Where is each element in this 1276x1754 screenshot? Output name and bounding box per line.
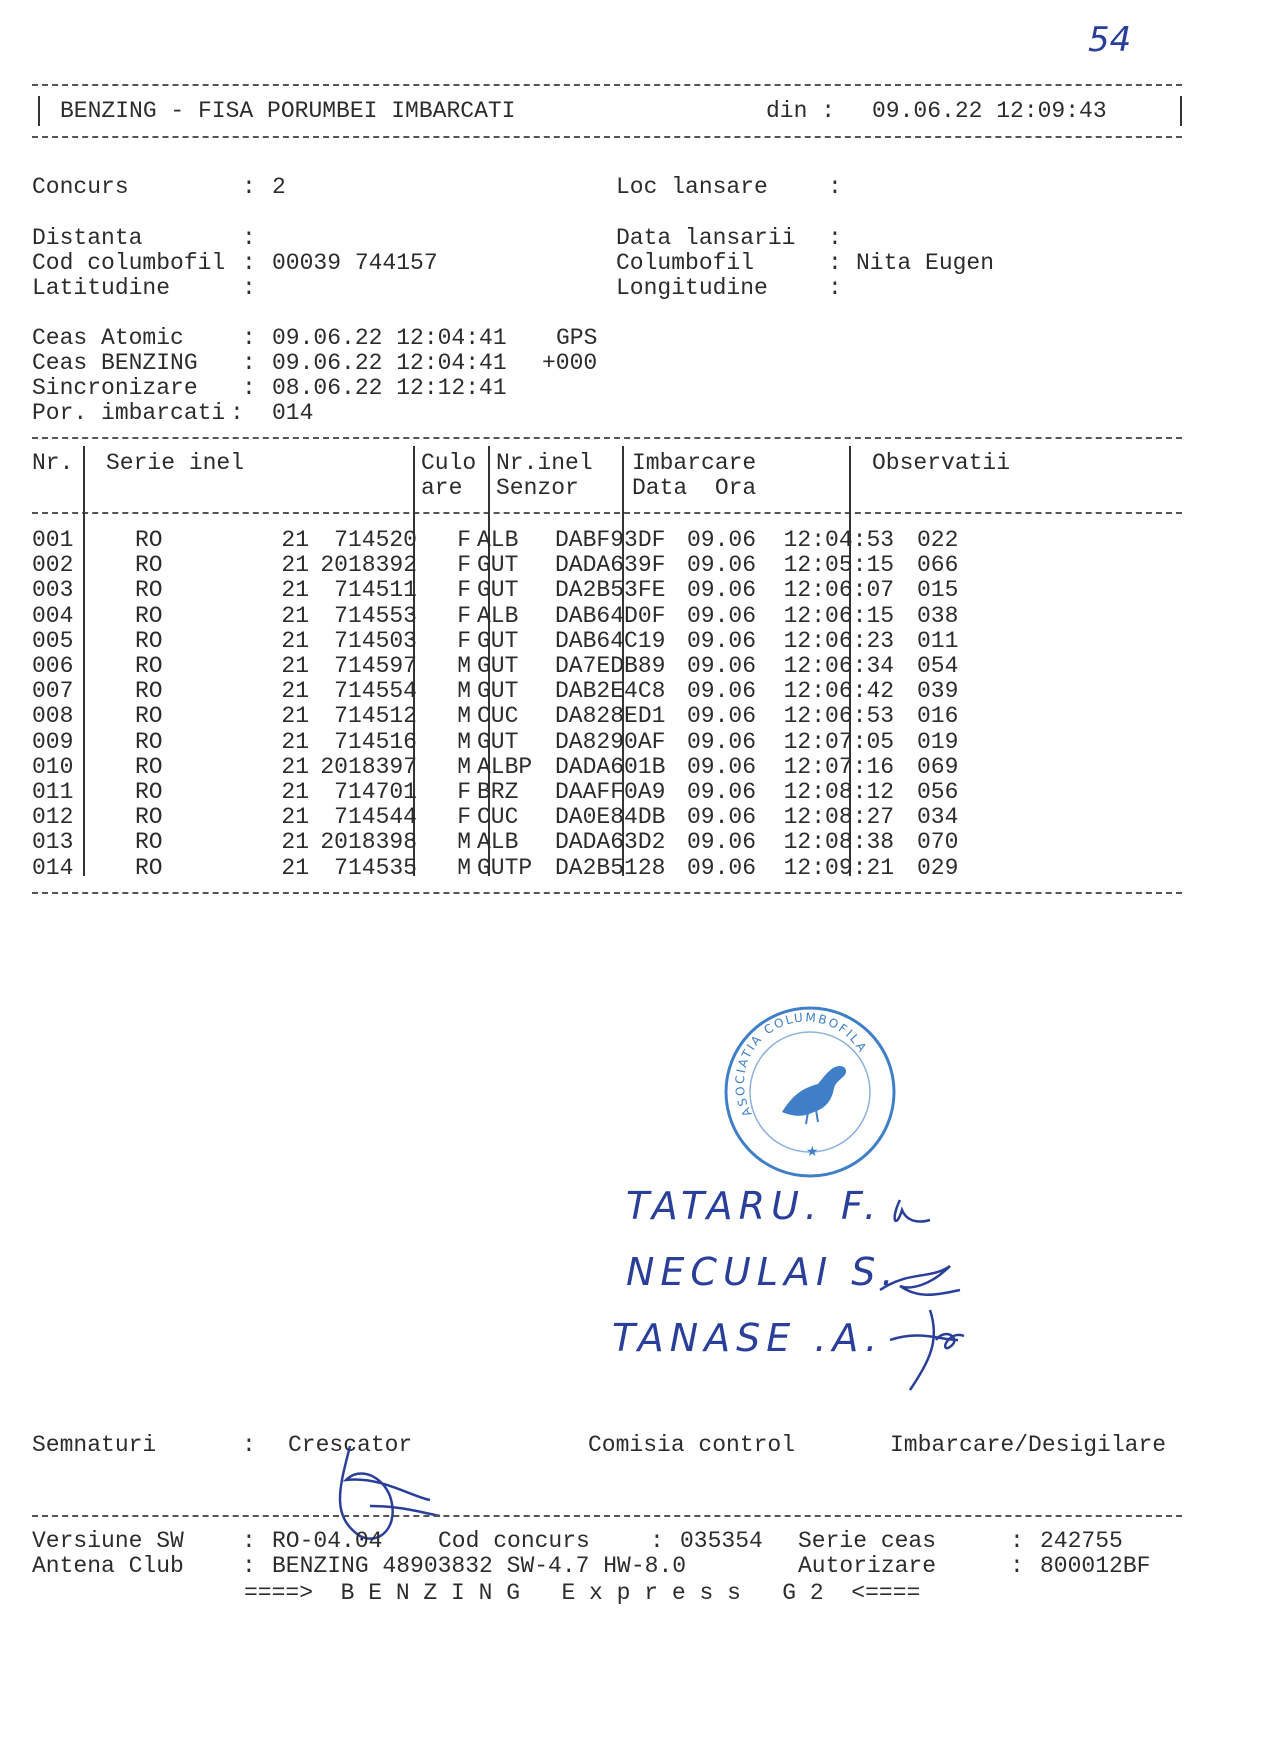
header-top-rule [32, 84, 1182, 86]
semnaturi-colon: : [242, 1432, 256, 1458]
cod-columbofil-label: Cod columbofil [32, 250, 226, 276]
serie-inel: 714701 [334, 779, 417, 806]
cell-imbarcare [683, 780, 909, 805]
ceas-benzing-extra: +000 [542, 350, 598, 376]
pigeon-table-body [32, 528, 1217, 881]
serie-an: 21 [281, 728, 309, 755]
cell-nr: 005 [32, 627, 74, 654]
cell-nr: 004 [32, 602, 74, 629]
serie-an: 21 [281, 602, 309, 629]
cell-serie-inel [77, 730, 471, 755]
handwritten-name-2: NECULAI S. [626, 1250, 900, 1294]
header-datetime: 09.06.22 12:09:43 [872, 98, 1107, 124]
serie-tara: RO [135, 678, 163, 705]
sincronizare-value: 08.06.22 12:12:41 [272, 375, 507, 401]
cell-observatii: 039 [917, 678, 959, 705]
page-number: 54 [1088, 20, 1132, 60]
header-right-border [1180, 96, 1182, 126]
serie-sex: M [457, 829, 471, 856]
serie-an: 21 [281, 627, 309, 654]
imbarcare-ora: 12:06:07 [783, 577, 895, 604]
cell-imbarcare [683, 578, 909, 603]
table-row [32, 604, 1217, 629]
distanta-label: Distanta [32, 225, 143, 251]
cell-nr: 010 [32, 753, 74, 780]
spacer [756, 678, 784, 704]
spacer [756, 527, 784, 553]
cell-observatii: 069 [917, 753, 959, 780]
cell-nr: 001 [32, 527, 74, 553]
serie-tara: RO [135, 577, 163, 604]
cell-culoare: GUT [477, 728, 519, 755]
imbarcare-ora: 12:08:27 [783, 804, 895, 831]
cell-senzor: DA2B5128 [555, 854, 666, 881]
cell-nr: 006 [32, 653, 74, 680]
columbofil-label: Columbofil [616, 250, 755, 276]
semnaturi-label: Semnaturi [32, 1432, 157, 1458]
serie-tara: RO [135, 703, 163, 730]
ceas-benzing-label: Ceas BENZING [32, 350, 198, 376]
serie-inel: 714503 [334, 627, 417, 654]
serie-an: 21 [281, 854, 309, 881]
stamp-text: ASOCIATIA COLUMBOFILA [732, 1010, 871, 1119]
cell-serie-inel [77, 553, 471, 578]
cell-imbarcare [683, 553, 909, 578]
serie-an: 21 [281, 829, 309, 856]
cell-senzor: DA8290AF [555, 728, 666, 755]
cell-culoare: ALBP [477, 753, 533, 780]
imbarcare-data: 09.06 [687, 653, 757, 680]
cell-observatii: 066 [917, 552, 959, 579]
cell-observatii: 022 [917, 527, 959, 553]
cod-columbofil-colon: : [242, 250, 256, 276]
table-row [32, 780, 1217, 805]
comisia-label: Comisia control [588, 1432, 796, 1458]
imbarcare-data: 09.06 [687, 703, 757, 730]
pigeon-table [32, 528, 1217, 881]
table-top-rule [32, 437, 1182, 439]
serie-tara: RO [135, 527, 163, 553]
spacer [756, 754, 784, 780]
versiune-colon: : [242, 1528, 256, 1554]
spacer [756, 779, 784, 805]
cell-senzor: DA0E84DB [555, 804, 666, 831]
cell-observatii: 054 [917, 653, 959, 680]
imbarcare-data: 09.06 [687, 552, 757, 579]
footer-rule [32, 1515, 1182, 1517]
imbarcare-ora: 12:07:16 [783, 753, 895, 780]
cell-nr: 002 [32, 552, 74, 579]
serie-inel: 2018397 [320, 753, 417, 780]
serie-sex: F [457, 779, 471, 806]
serie-sex: F [457, 804, 471, 831]
serie-tara: RO [135, 552, 163, 579]
cell-culoare: BRZ [477, 779, 519, 806]
serie-an: 21 [281, 678, 309, 705]
col-header-nr: Nr. [32, 450, 74, 476]
ceas-benzing-colon: : [242, 350, 256, 376]
col-header-serie: Serie inel [106, 450, 245, 476]
table-row [32, 629, 1217, 654]
cell-nr: 013 [32, 829, 74, 856]
cell-serie-inel [77, 805, 471, 830]
cell-culoare: GUT [477, 577, 519, 604]
cell-senzor: DADA601B [555, 753, 666, 780]
columbofil-value: Nita Eugen [856, 250, 995, 276]
por-imbarcati-value: 014 [272, 400, 314, 426]
imbarcare-data: 09.06 [687, 753, 757, 780]
handwritten-name-1: TATARU. F. [626, 1184, 883, 1228]
spacer [756, 829, 784, 855]
col-header-culoare-1: Culo [421, 450, 477, 476]
loc-lansare-colon: : [828, 174, 842, 200]
col-header-nrinel-2: Senzor [496, 475, 579, 501]
table-bottom-rule [32, 892, 1182, 894]
cell-senzor: DA2B53FE [555, 577, 666, 604]
serie-tara: RO [135, 829, 163, 856]
serie-sex: F [457, 577, 471, 604]
serie-inel: 714535 [334, 854, 417, 881]
serie-sex: M [457, 678, 471, 705]
serie-tara: RO [135, 602, 163, 629]
cell-nr: 012 [32, 804, 74, 831]
cell-observatii: 016 [917, 703, 959, 730]
imbarcare-ora: 12:06:53 [783, 703, 895, 730]
report-title: BENZING - FISA PORUMBEI IMBARCATI [60, 98, 516, 124]
serie-sex: F [457, 602, 471, 629]
imbarcare-ora: 12:09:21 [783, 854, 895, 881]
table-row [32, 578, 1217, 603]
serie-an: 21 [281, 804, 309, 831]
imbarcare-data: 09.06 [687, 678, 757, 705]
commission-signatures [840, 1190, 980, 1400]
latitudine-colon: : [242, 275, 256, 301]
imbarcare-ora: 12:06:34 [783, 653, 895, 680]
serie-an: 21 [281, 552, 309, 579]
latitudine-label: Latitudine [32, 275, 171, 301]
ceas-benzing-value: 09.06.22 12:04:41 [272, 350, 507, 376]
serie-sex: F [457, 627, 471, 654]
serie-tara: RO [135, 854, 163, 881]
sincronizare-label: Sincronizare [32, 375, 198, 401]
imbarcare-data: 09.06 [687, 779, 757, 806]
imbarcare-label: Imbarcare/Desigilare [890, 1432, 1167, 1458]
cell-nr: 007 [32, 678, 74, 705]
handwritten-name-3: TANASE .A. [612, 1316, 884, 1360]
table-row [32, 856, 1217, 881]
loc-lansare-label: Loc lansare [616, 174, 768, 200]
ceas-atomic-colon: : [242, 325, 256, 351]
cell-senzor: DAB64D0F [555, 602, 666, 629]
cell-observatii: 034 [917, 804, 959, 831]
crescator-label: Crescator [288, 1432, 413, 1458]
pigeon-icon [782, 1066, 846, 1124]
cell-imbarcare [683, 830, 909, 855]
cell-serie-inel [77, 679, 471, 704]
svg-text:★: ★ [806, 1144, 819, 1160]
cell-senzor: DA828ED1 [555, 703, 666, 730]
cell-nr: 009 [32, 728, 74, 755]
cell-serie-inel [77, 856, 471, 881]
cod-concurs-colon: : [650, 1528, 664, 1554]
col-header-nrinel-1: Nr.inel [496, 450, 593, 476]
cell-serie-inel [77, 604, 471, 629]
cell-nr: 011 [32, 779, 74, 806]
serie-ceas-label: Serie ceas [798, 1528, 937, 1554]
serie-sex: M [457, 653, 471, 680]
spacer [756, 577, 784, 603]
imbarcare-ora: 12:04:53 [783, 527, 895, 553]
cell-nr: 014 [32, 854, 74, 881]
serie-sex: M [457, 728, 471, 755]
serie-tara: RO [135, 804, 163, 831]
cell-nr: 008 [32, 703, 74, 730]
cell-serie-inel [77, 830, 471, 855]
cell-senzor: DAB64C19 [555, 627, 666, 654]
autorizare-value: 800012BF [1040, 1553, 1151, 1579]
data-lansarii-colon: : [828, 225, 842, 251]
serie-an: 21 [281, 527, 309, 553]
association-stamp [722, 1004, 898, 1180]
table-row [32, 830, 1217, 855]
cell-serie-inel [77, 654, 471, 679]
serie-inel: 714554 [334, 678, 417, 705]
distanta-colon: : [242, 225, 256, 251]
ceas-atomic-value: 09.06.22 12:04:41 [272, 325, 507, 351]
cell-observatii: 015 [917, 577, 959, 604]
cell-imbarcare [683, 528, 909, 553]
serie-inel: 714544 [334, 804, 417, 831]
spacer [756, 552, 784, 578]
serie-inel: 714511 [334, 577, 417, 604]
cod-columbofil-value: 00039 744157 [272, 250, 438, 276]
imbarcare-ora: 12:08:38 [783, 829, 895, 856]
serie-sex: M [457, 854, 471, 881]
serie-inel: 714597 [334, 653, 417, 680]
imbarcare-ora: 12:08:12 [783, 779, 895, 806]
cell-senzor: DAAFF0A9 [555, 779, 666, 806]
table-row [32, 730, 1217, 755]
serie-tara: RO [135, 653, 163, 680]
versiune-value: RO-04.04 [272, 1528, 383, 1554]
imbarcare-data: 09.06 [687, 577, 757, 604]
table-row [32, 679, 1217, 704]
autorizare-label: Autorizare [798, 1553, 937, 1579]
ceas-atomic-label: Ceas Atomic [32, 325, 184, 351]
cell-culoare: GUT [477, 627, 519, 654]
cell-observatii: 011 [917, 627, 959, 654]
cell-imbarcare [683, 755, 909, 780]
col-header-obs: Observatii [872, 450, 1011, 476]
table-row [32, 755, 1217, 780]
brand-line: ====> B E N Z I N G E x p r e s s G 2 <==== [244, 1580, 921, 1606]
cell-serie-inel [77, 629, 471, 654]
cell-imbarcare [683, 805, 909, 830]
cell-culoare: ALB [477, 829, 519, 856]
serie-inel: 714512 [334, 703, 417, 730]
antena-label: Antena Club [32, 1553, 184, 1579]
cell-imbarcare [683, 604, 909, 629]
cell-culoare: CUC [477, 804, 519, 831]
serie-ceas-colon: : [1010, 1528, 1024, 1554]
spacer [756, 703, 784, 729]
imbarcare-ora: 12:07:05 [783, 728, 895, 755]
cell-serie-inel [77, 780, 471, 805]
table-header-rule [32, 512, 1182, 514]
sincronizare-colon: : [242, 375, 256, 401]
serie-sex: M [457, 703, 471, 730]
col-header-imbarcare-1: Imbarcare [632, 450, 757, 476]
concurs-colon: : [242, 174, 256, 200]
cell-observatii: 038 [917, 602, 959, 629]
serie-an: 21 [281, 577, 309, 604]
cell-serie-inel [77, 755, 471, 780]
cell-imbarcare [683, 730, 909, 755]
spacer [756, 628, 784, 654]
serie-tara: RO [135, 627, 163, 654]
cell-observatii: 019 [917, 728, 959, 755]
imbarcare-ora: 12:06:23 [783, 627, 895, 654]
concurs-label: Concurs [32, 174, 129, 200]
cell-imbarcare [683, 629, 909, 654]
serie-an: 21 [281, 703, 309, 730]
spacer [756, 855, 784, 881]
serie-an: 21 [281, 753, 309, 780]
imbarcare-data: 09.06 [687, 627, 757, 654]
imbarcare-ora: 12:06:15 [783, 602, 895, 629]
spacer [756, 603, 784, 629]
cell-senzor: DA7EDB89 [555, 653, 666, 680]
header-din-label: din : [766, 98, 836, 124]
serie-sex: F [457, 552, 471, 579]
col-header-imbarcare-2: Data Ora [632, 475, 757, 501]
cell-imbarcare [683, 679, 909, 704]
imbarcare-data: 09.06 [687, 829, 757, 856]
cell-serie-inel [77, 704, 471, 729]
cod-concurs-label: Cod concurs [438, 1528, 590, 1554]
por-imbarcati-colon: : [230, 400, 244, 426]
serie-inel: 714516 [334, 728, 417, 755]
header-bottom-rule [32, 136, 1182, 138]
cod-concurs-value: 035354 [680, 1528, 763, 1554]
cell-serie-inel [77, 528, 471, 553]
col-header-culoare-2: are [421, 475, 463, 501]
spacer [756, 653, 784, 679]
cell-senzor: DABF93DF [555, 527, 666, 553]
spacer [756, 804, 784, 830]
por-imbarcati-label: Por. imbarcati [32, 400, 226, 426]
cell-senzor: DADA63D2 [555, 829, 666, 856]
cell-imbarcare [683, 654, 909, 679]
cell-serie-inel [77, 578, 471, 603]
cell-senzor: DADA639F [555, 552, 666, 579]
serie-inel: 714520 [334, 527, 417, 553]
table-row [32, 528, 1217, 553]
imbarcare-data: 09.06 [687, 804, 757, 831]
table-row [32, 553, 1217, 578]
serie-inel: 714553 [334, 602, 417, 629]
cell-observatii: 056 [917, 779, 959, 806]
table-row [32, 805, 1217, 830]
table-row [32, 654, 1217, 679]
cell-imbarcare [683, 856, 909, 881]
cell-culoare: ALB [477, 527, 519, 553]
data-lansarii-label: Data lansarii [616, 225, 796, 251]
serie-tara: RO [135, 753, 163, 780]
serie-tara: RO [135, 779, 163, 806]
ceas-atomic-extra: GPS [556, 325, 598, 351]
serie-ceas-value: 242755 [1040, 1528, 1123, 1554]
columbofil-colon: : [828, 250, 842, 276]
cell-culoare: ALB [477, 602, 519, 629]
cell-culoare: GUT [477, 678, 519, 705]
serie-tara: RO [135, 728, 163, 755]
cell-senzor: DAB2E4C8 [555, 678, 666, 705]
imbarcare-ora: 12:05:15 [783, 552, 895, 579]
longitudine-colon: : [828, 275, 842, 301]
table-row [32, 704, 1217, 729]
autorizare-colon: : [1010, 1553, 1024, 1579]
concurs-value: 2 [272, 174, 286, 200]
serie-sex: M [457, 753, 471, 780]
cell-culoare: CUC [477, 703, 519, 730]
cell-culoare: GUTP [477, 854, 533, 881]
serie-an: 21 [281, 779, 309, 806]
cell-imbarcare [683, 704, 909, 729]
imbarcare-ora: 12:06:42 [783, 678, 895, 705]
versiune-label: Versiune SW [32, 1528, 184, 1554]
imbarcare-data: 09.06 [687, 854, 757, 881]
cell-culoare: GUT [477, 653, 519, 680]
serie-inel: 2018398 [320, 829, 417, 856]
cell-nr: 003 [32, 577, 74, 604]
imbarcare-data: 09.06 [687, 602, 757, 629]
serie-inel: 2018392 [320, 552, 417, 579]
spacer [756, 729, 784, 755]
cell-observatii: 070 [917, 829, 959, 856]
antena-value: BENZING 48903832 SW-4.7 HW-8.0 [272, 1553, 687, 1579]
imbarcare-data: 09.06 [687, 527, 757, 553]
serie-sex: F [457, 527, 471, 553]
cell-culoare: GUT [477, 552, 519, 579]
serie-an: 21 [281, 653, 309, 680]
antena-colon: : [242, 1553, 256, 1579]
cell-observatii: 029 [917, 854, 959, 881]
imbarcare-data: 09.06 [687, 728, 757, 755]
header-left-border [38, 96, 40, 126]
longitudine-label: Longitudine [616, 275, 768, 301]
